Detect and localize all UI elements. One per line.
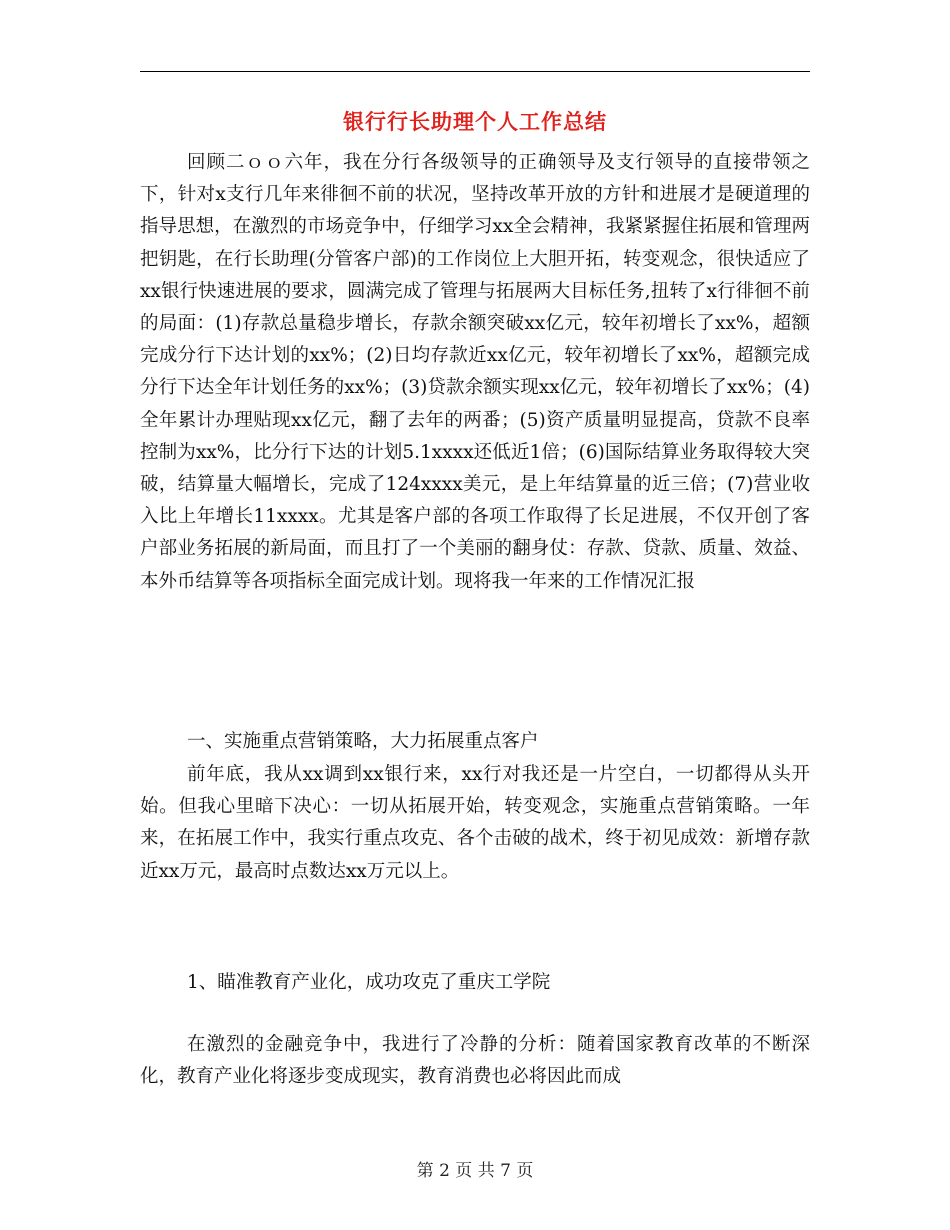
- intro-paragraph: 回顾二ｏｏ六年，我在分行各级领导的正确领导及支行领导的直接带领之下，针对x支行几年来徘徊不前的状况，坚持改革开放的方针和进展才是硬道理的指导思想，在激烈的市场竞争中，仔细学习xx全会精神，我紧紧握住拓展和管理两把钥匙，在行长助理(分管客户部)的工作岗位上大胆开拓，转变观念，很快适应了xx银行快速进展的要求，圆满完成了管理与拓展两大目标任务,扭转了x行徘徊不前的局面：(1)存款总量稳步增长，存款余额突破xx亿元，较年初增长了xx%，超额完成分行下达计划的xx%；(2)日均存款近xx亿元，较年初增长了xx%，超额完成分行下达全年计划任务的xx%；(3)贷款余额实现xx亿元，较年初增长了xx%；(4)全年累计办理贴现xx亿元，翻了去年的两番；(5)资产质量明显提高，贷款不良率控制为xx%，比分行下达的计划5.1xxxx还低近1倍；(6)国际结算业务取得较大突破，结算量大幅增长，完成了124xxxx美元，是上年结算量的近三倍；(7)营业收入比上年增长11xxxx。尤其是客户部的各项工作取得了长足进展，不仅开创了客户部业务拓展的新局面，而且打了一个美丽的翻身仗：存款、贷款、质量、效益、本外币结算等各项指标全面完成计划。现将我一年来的工作情况汇报: [140, 152, 810, 592]
- subsection-heading: 1、瞄准教育产业化，成功攻克了重庆工学院: [187, 972, 551, 993]
- header-rule: [140, 71, 810, 72]
- section-heading: 一、实施重点营销策略，大力拓展重点客户: [187, 731, 539, 752]
- subsection-paragraph: 在激烈的金融竞争中，我进行了冷静的分析：随着国家教育改革的不断深化，教育产业化将逐步变成现实，教育消费也必将因此而成: [140, 1034, 810, 1088]
- section-paragraph: 前年底，我从xx调到xx银行来，xx行对我还是一片空白，一切都得从头开始。但我心里暗下决心：一切从拓展开始，转变观念，实施重点营销策略。一年来，在拓展工作中，我实行重点攻克、各个击破的战术，终于初见成效：新增存款近xx万元，最高时点数达xx万元以上。: [140, 764, 810, 882]
- document-title: 银行行长助理个人工作总结: [343, 109, 607, 134]
- page-number: 第 2 页 共 7 页: [416, 1161, 534, 1181]
